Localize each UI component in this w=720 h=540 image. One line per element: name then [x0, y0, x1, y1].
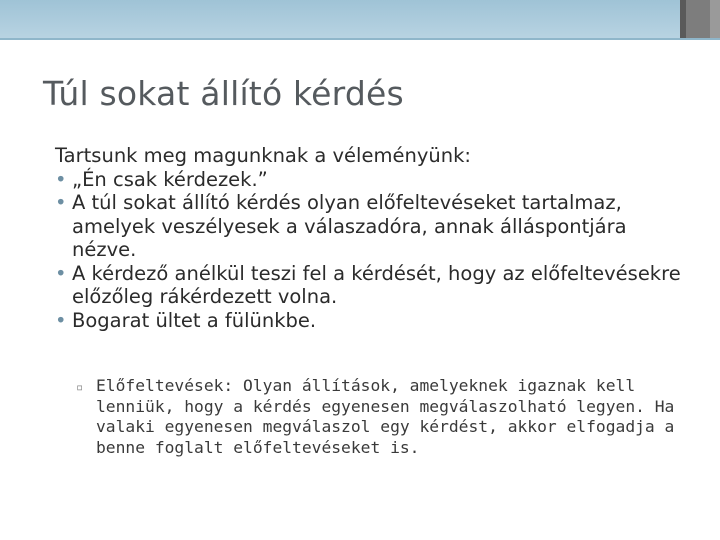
intro-line: Tartsunk meg magunknak a véleményünk:	[55, 144, 471, 167]
sub-bullet-item	[76, 376, 686, 459]
bullet-icon: •	[55, 308, 67, 332]
header-band-light	[0, 0, 680, 38]
slide-title: Túl sokat állító kérdés	[43, 74, 404, 113]
bullet-text: Bogarat ültet a fülünkbe.	[72, 308, 317, 332]
square-bullet-icon: ▫	[76, 380, 84, 394]
bullet-item	[55, 168, 695, 192]
bullet-item	[55, 191, 695, 262]
bullet-icon: •	[55, 261, 67, 285]
bullet-text: A kérdező anélkül teszi fel a kérdését, hogy az előfeltevésekre előzőleg rákérdezett volna.	[72, 261, 681, 308]
header-band-accent-2	[686, 0, 710, 38]
header-rule	[0, 38, 720, 40]
bullet-icon: •	[55, 167, 67, 191]
bullet-item	[55, 262, 695, 309]
bullet-text: A túl sokat állító kérdés olyan előfeltevéseket tartalmaz, amelyek veszélyesek a válaszadóra, annak álláspontjára nézve.	[72, 191, 627, 261]
bullet-icon: •	[55, 191, 67, 214]
sub-bullet-text: Előfeltevések: Olyan állítások, amelyeknek igaznak kell lenniük, hogy a kérdés egyenesen megválaszolható legyen. Ha valaki egyenesen megválaszol egy kérdést, akkor elfogadja a benne foglalt előfeltevéseket is.	[96, 376, 675, 458]
header-band	[0, 0, 720, 40]
bullet-item	[55, 309, 695, 333]
slide-body	[55, 144, 695, 332]
sub-bullet-block	[76, 376, 686, 459]
bullet-list	[55, 168, 695, 333]
header-band-accent-3	[710, 0, 720, 38]
bullet-text: „Én csak kérdezek.”	[72, 167, 268, 191]
